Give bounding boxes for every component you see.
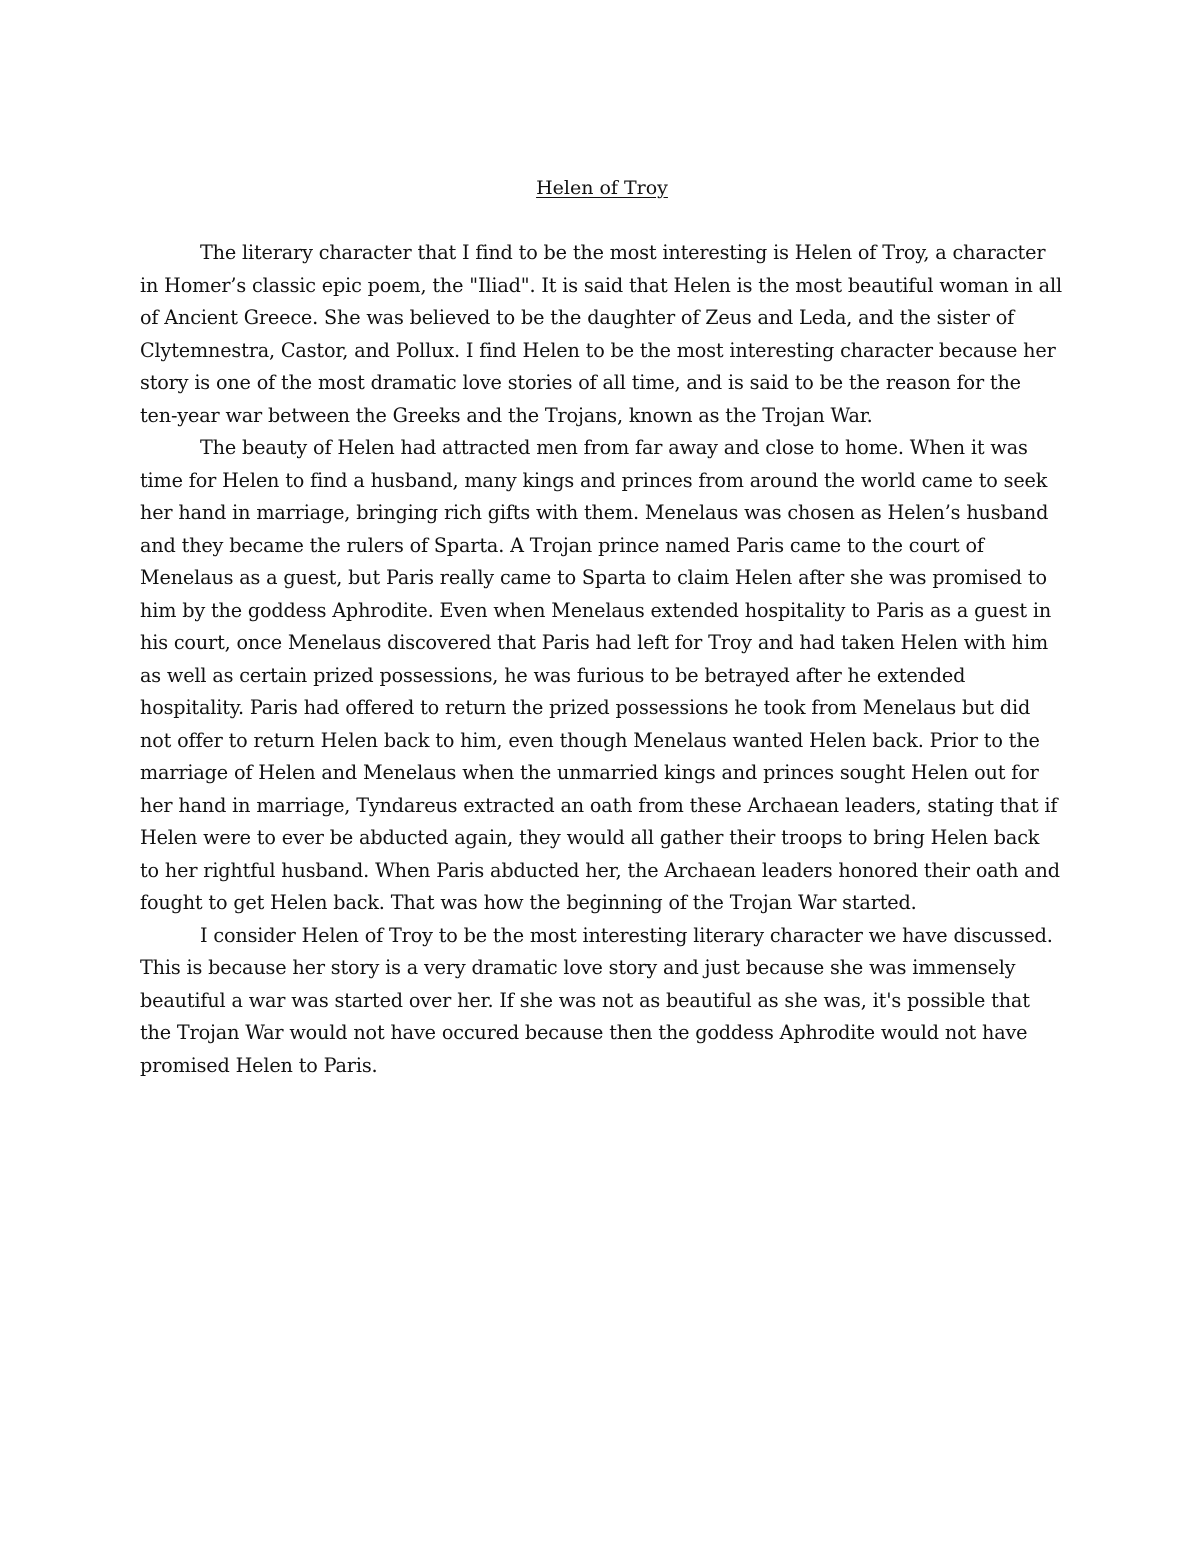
document-title: Helen of Troy [536,177,668,199]
paragraph-3: I consider Helen of Troy to be the most interesting literary character we have discussed. This is because her story is a very dramatic love story and just because she was immensely beautiful a war was started over her. If she was not as beautiful as she was, it's possible that the Trojan War would not have occured because then the goddess Aphrodite would not have promised Helen to Paris. [140,923,1053,1077]
document-body [140,172,1064,1082]
paragraph-2: The beauty of Helen had attracted men from far away and close to home. When it was time for Helen to find a husband, many kings and princes from around the world came to seek her hand in marriage, bringing rich gifts with them. Menelaus was chosen as Helen’s husband and they became the rulers of Sparta. A Trojan prince named Paris came to the court of Menelaus as a guest, but Paris really came to Sparta to claim Helen after she was promised to him by the goddess Aphrodite. Even when Menelaus extended hospitality to Paris as a guest in his court, once Menelaus discovered that Paris had left for Troy and had taken Helen with him as well as certain prized possessions, he was furious to be betrayed after he extended hospitality. Paris had offered to return the prized possessions he took from Menelaus but did not offer to return Helen back to him, even though Menelaus wanted Helen back. Prior to the marriage of Helen and Menelaus when the unmarried kings and princes sought Helen out for her hand in marriage, Tyndareus extracted an oath from these Archaean leaders, stating that if Helen were to ever be abducted again, they would all gather their troops to bring Helen back to her rightful husband. When Paris abducted her, the Archaean leaders honored their oath and fought to get Helen back. That was how the beginning of the Trojan War started. [140,436,1060,914]
paragraph-1: The literary character that I find to be the most interesting is Helen of Troy, a character in Homer’s classic epic poem, the "Iliad". It is said that Helen is the most beautiful woman in all of Ancient Greece. She was believed to be the daughter of Zeus and Leda, and the sister of Clytemnestra, Castor, and Pollux. I find Helen to be the most interesting character because her story is one of the most dramatic love stories of all time, and is said to be the reason for the ten-year war between the Greeks and the Trojans, known as the Trojan War. [140,241,1062,427]
